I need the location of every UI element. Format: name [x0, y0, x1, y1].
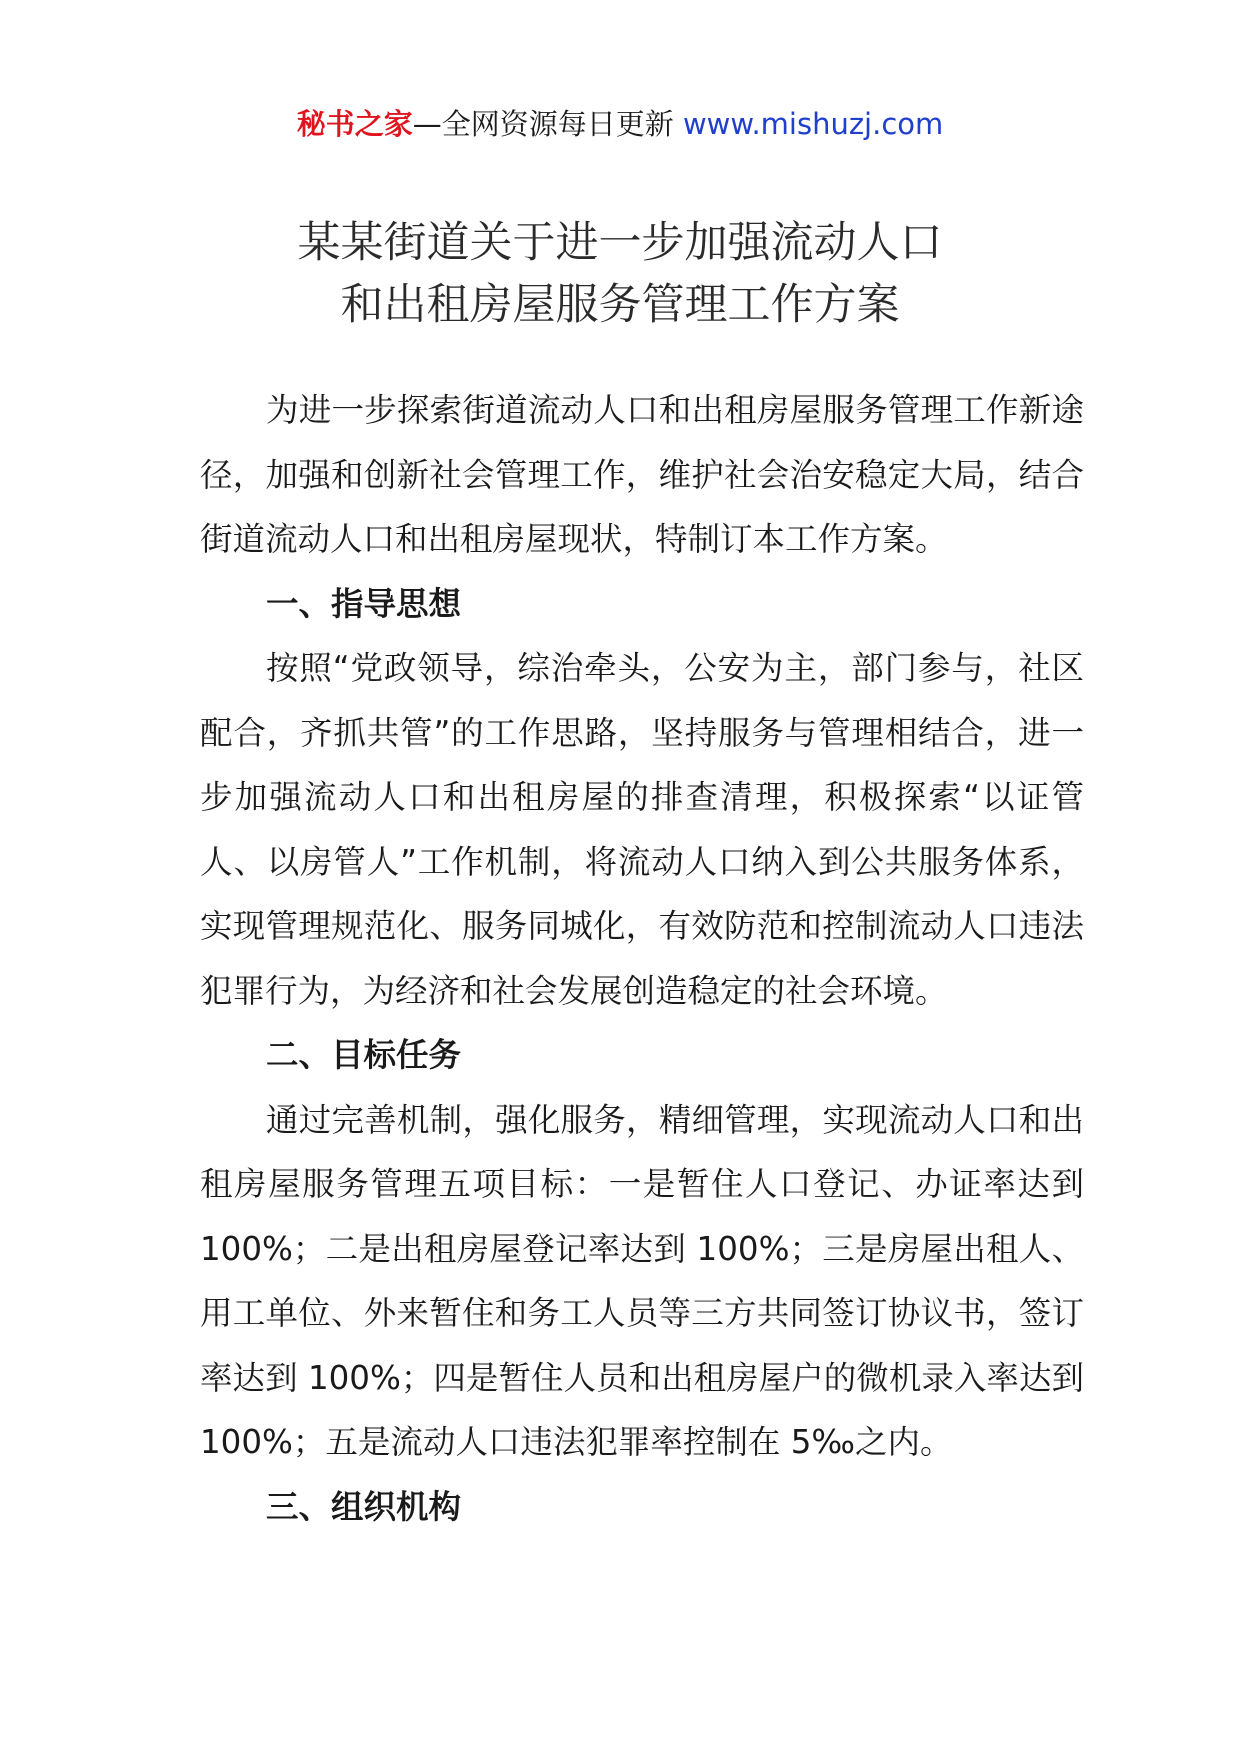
- section-heading-organization: 三、组织机构: [266, 1487, 462, 1526]
- intro-paragraph: 为进一步探索街道流动人口和出租房屋服务管理工作新途径，加强和创新社会管理工作，维护社会治安稳定大局，结合街道流动人口和出租房屋现状，特制订本工作方案。: [200, 391, 1084, 558]
- section-paragraph-guiding-ideology: 按照“党政领导，综治牵头，公安为主，部门参与，社区配合，齐抓共管”的工作思路，坚持服务与管理相结合，进一步加强流动人口和出租房屋的排查清理，积极探索“以证管人、以房管人”工作机制，将流动人口纳入到公共服务体系，实现管理规范化、服务同城化，有效防范和控制流动人口违法犯罪行为，为经济和社会发展创造稳定的社会环境。: [200, 649, 1084, 1010]
- brand-name: 秘书之家: [296, 107, 413, 141]
- site-url-link[interactable]: www.mishuzj.com: [682, 107, 944, 141]
- site-banner: [0, 104, 1240, 144]
- banner-tagline: —全网资源每日更新: [412, 107, 674, 141]
- section-heading-objectives: 二、目标任务: [266, 1036, 462, 1074]
- title-line-1: 某某街道关于进一步加强流动人口: [297, 218, 943, 268]
- document-body: [200, 378, 1084, 1539]
- section-paragraph-objectives: 通过完善机制，强化服务，精细管理，实现流动人口和出租房屋服务管理五项目标：一是暂住人口登记、办证率达到 100%；二是出租房屋登记率达到 100%；三是房屋出租人、用工单位、外来暂住和务工人员等三方共同签订协议书，签订率达到 100%；四是暂住人员和出租房屋户的微机录入率达到 100%；五是流动人口违法犯罪率控制在 5‰之内。: [200, 1100, 1084, 1461]
- section-heading-guiding-ideology: 一、指导思想: [266, 584, 462, 623]
- document-title: [0, 212, 1240, 336]
- title-line-2: 和出租房屋服务管理工作方案: [340, 280, 900, 330]
